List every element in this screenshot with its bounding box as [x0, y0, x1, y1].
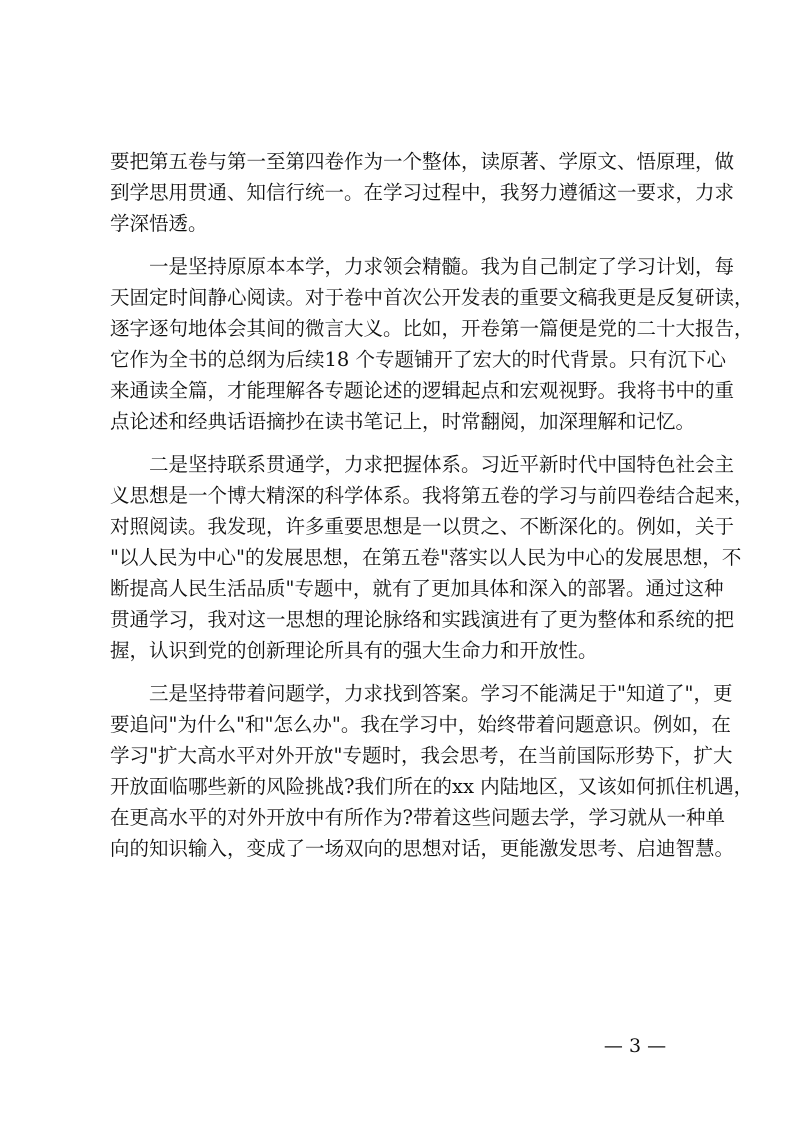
text-line: 断提高人民生活品质"专题中，就有了更加具体和深入的部署。通过这种	[110, 577, 724, 600]
text-line: 逐字逐句地体会其间的微言大义。比如，开卷第一篇便是党的二十大报告，	[110, 317, 754, 340]
text-line: 学习"扩大高水平对外开放"专题时，我会思考，在当前国际形势下，扩大	[110, 744, 733, 767]
text-line: 握，认识到党的创新理论所具有的强大生命力和开放性。	[110, 639, 598, 662]
document-body	[110, 146, 754, 876]
text-line: 义思想是一个博大精深的科学体系。我将第五卷的学习与前四卷结合起来，	[110, 484, 754, 507]
text-line: 学深悟透。	[110, 212, 208, 235]
text-line: 三是坚持带着问题学，力求找到答案。学习不能满足于"知道了"，更	[149, 682, 733, 705]
text-line: 要追问"为什么"和"怎么办"。我在学习中，始终带着问题意识。例如，在	[110, 713, 731, 736]
text-line: 点论述和经典话语摘抄在读书笔记上，时常翻阅，加深理解和记忆。	[110, 410, 696, 433]
text-line: 来通读全篇，才能理解各专题论述的逻辑起点和宏观视野。我将书中的重	[110, 379, 735, 402]
paragraph-2	[110, 251, 754, 437]
text-line: 它作为全书的总纲为后续18 个专题铺开了宏大的时代背景。只有沉下心	[110, 348, 727, 371]
text-line: 对照阅读。我发现，许多重要思想是一以贯之、不断深化的。例如，关于	[110, 515, 735, 538]
text-line: 贯通学习，我对这一思想的理论脉络和实践演进有了更为整体和系统的把	[110, 608, 735, 631]
text-line: 一是坚持原原本本学，力求领会精髓。我为自己制定了学习计划，每	[149, 255, 735, 278]
text-line: 到学思用贯通、知信行统一。在学习过程中，我努力遵循这一要求，力求	[110, 181, 735, 204]
text-line: 向的知识输入，变成了一场双向的思想对话，更能激发思考、启迪智慧。	[110, 837, 735, 860]
text-line: 要把第五卷与第一至第四卷作为一个整体，读原著、学原文、悟原理，做	[110, 150, 735, 173]
paragraph-4	[110, 678, 754, 864]
text-line: 在更高水平的对外开放中有所作为?带着这些问题去学，学习就从一种单	[110, 806, 725, 829]
text-line: 天固定时间静心阅读。对于卷中首次公开发表的重要文稿我更是反复研读，	[110, 286, 754, 309]
text-line: 开放面临哪些新的风险挑战?我们所在的xx 内陆地区，又该如何抓住机遇，	[110, 775, 754, 798]
paragraph-3	[110, 449, 754, 666]
text-line: "以人民为中心"的发展思想，在第五卷"落实以人民为中心的发展思想，不	[110, 546, 742, 569]
paragraph-1	[110, 146, 735, 239]
text-line: 二是坚持联系贯通学，力求把握体系。习近平新时代中国特色社会主	[149, 453, 735, 476]
page-number: — 3 —	[603, 1035, 667, 1057]
